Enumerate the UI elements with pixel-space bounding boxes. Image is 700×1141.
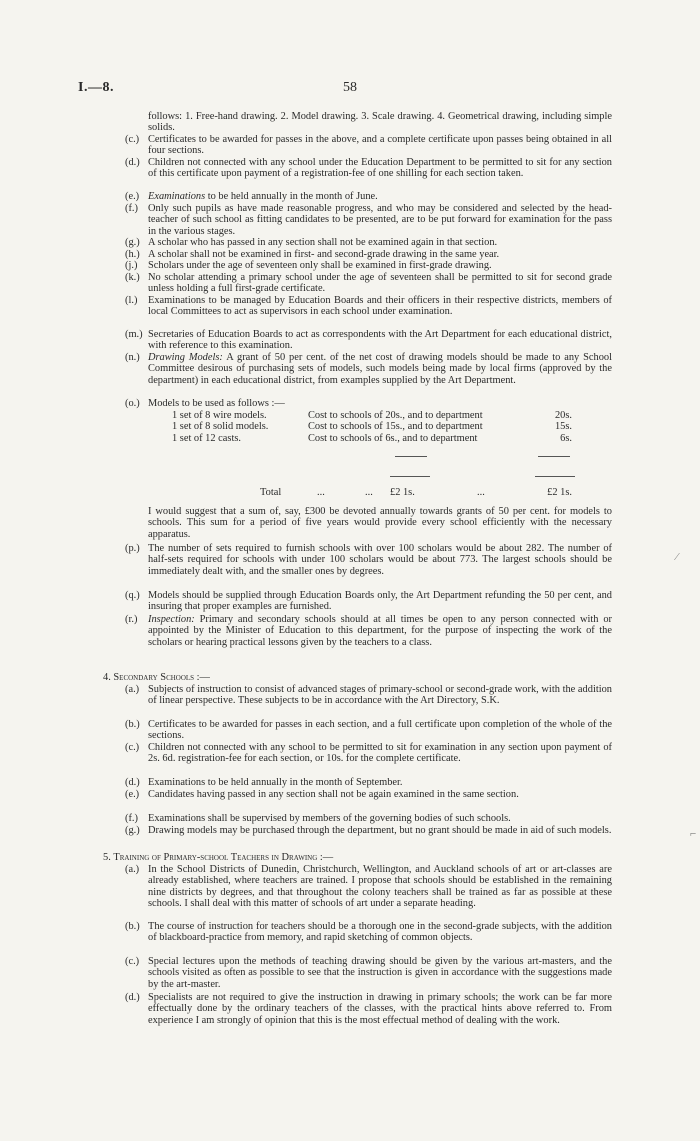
item-p-text: The number of sets required to furnish schools with over 100 scholars would be about 282. The number of half-sets required for schools with under 100 scholars would be about 773. The largest schools should be immediately dealt with, and the smaller ones by degrees. [148,543,612,577]
total-dots: ... [477,487,485,498]
s5-b-label: (b.) [125,921,140,932]
total-schools: £2 1s. [390,487,415,498]
item-q-text: Models should be supplied through Education Boards only, the Art Department refunding the 50 per cent, and insuring that proper examples are furnished. [148,590,612,613]
s4-d-text: Examinations to be held annually in the month of September. [148,777,403,788]
model-item: 1 set of 8 solid models. [172,421,269,433]
section-5-number: 5. [103,852,111,863]
item-f-text: Only such pupils as have made reasonable progress, and who may be considered and selected by the head-teacher of such school as fitting candidates to be presented, are to be put forward for examination for the pass in the various stages. [148,203,612,237]
margin-mark-icon: ⌐ [690,828,697,840]
s4-f-label: (f.) [125,813,138,824]
page-header [0,80,700,100]
item-d-text: Children not connected with any school under the Education Department to be permitted to sit for any section of this certificate upon payment of a registration-fee of one shilling for each section taken. [148,157,612,180]
item-d-label: (d.) [125,157,140,168]
s4-f-text: Examinations shall be supervised by members of the governing bodies of such schools. [148,813,511,824]
total-dots: ... [365,487,373,498]
model-item: 1 set of 12 casts. [172,432,241,444]
section-4-title: Secondary Schools :— [113,672,210,683]
s4-b-label: (b.) [125,719,140,730]
s4-a-label: (a.) [125,684,140,695]
item-g-text: A scholar who has passed in any section shall not be examined again in that section. [148,237,498,248]
item-o-label: (o.) [125,398,140,409]
item-g-label: (g.) [125,237,140,248]
document-reference: I.—8. [78,80,114,95]
item-c-label: (c.) [125,134,140,145]
item-k-label: (k.) [125,272,140,283]
item-e-label: (e.) [125,191,140,202]
item-n-italic: Drawing Models: [148,352,223,363]
s4-b-text: Certificates to be awarded for passes in each section, and a full certificate upon completion of the whole of the sections. [148,719,612,742]
item-h-text: A scholar shall not be examined in first- and second-grade drawing in the same year. [148,249,500,260]
table-row [172,421,572,432]
item-e-text: to be held annually in the month of June. [205,191,378,202]
model-cost-dept: 15s. [554,421,572,433]
item-q-label: (q.) [125,590,140,601]
item-j-text: Scholars under the age of seventeen only shall be examined in first-grade drawing. [148,260,492,271]
item-c-text: Certificates to be awarded for passes in the above, and a complete certificate upon passes being obtained in all four sections. [148,134,612,157]
item-p-label: (p.) [125,543,140,554]
item-n-text: A grant of 50 per cent. of the net cost of drawing models should be made to any School Committee desirous of purchasing sets of models, such models being made by local firms (approved by the department) in each educational district, from examples supplied by the Art Department. [148,352,612,386]
item-r-label: (r.) [125,614,138,625]
item-intro [148,111,612,134]
s5-d-text: Specialists are not required to give the instruction in drawing in primary schools; the work can be far more effectually done by the ordinary teachers of the classes, with the practical hints above referred to. From experience I am strongly of opinion that this is the most effectual method of dealing with the work. [148,992,612,1026]
item-l-text: Examinations to be managed by Education Boards and their officers in their respective districts, members of local Committees to act as supervisors in each school under examination. [148,295,612,318]
model-item: 1 set of 8 wire models. [172,410,267,421]
total-label: Total [260,487,282,498]
s5-b-text: The course of instruction for teachers should be a thorough one in the second-grade subjects, with the addition of blackboard-practice from memory, and rapid sketching of common objects. [148,921,612,944]
item-l-label: (l.) [125,295,138,306]
model-cost-schools: Cost to schools of 20s., and to department [308,410,483,421]
s4-c-text: Children not connected with any school to be permitted to sit for examination in any section upon payment of 2s. 6d. registration-fee for each section, or 10s. for the complete certificate. [148,742,612,765]
s5-c-text: Special lectures upon the methods of teaching drawing should be given by the various art-masters, and the schools visited as often as possible to see that the instruction is given in accordance with the suggestions made by the art-master. [148,956,612,990]
item-r [148,614,612,648]
model-cost-dept: 6s. [560,432,572,444]
table-row [172,433,572,444]
sum-rule-schools [395,456,427,457]
s4-g-text: Drawing models may be purchased through the department, but no grant should be made in aid of such models. [148,825,612,836]
item-m-label: (m.) [125,329,143,340]
item-r-text: Primary and secondary schools should at all times be open to any person connected with or appointed by the Minister of Education to this department, for the purpose of inspecting the work of the scholars or hearing practical lessons given by the teachers to a class. [148,614,612,648]
s4-a-text: Subjects of instruction to consist of advanced stages of primary-school or second-grade work, with the addition of linear perspective. These subjects to be in accordance with the Art Directory, S.K. [148,684,612,707]
item-o-text: Models to be used as follows :— [148,398,285,409]
s4-d-label: (d.) [125,777,140,788]
model-cost-schools: Cost to schools of 6s., and to department [308,432,478,444]
item-e [148,191,612,202]
suggestion-paragraph: I would suggest that a sum of, say, £300 be devoted annually towards grants of 50 per cent. for models to schools. This sum for a period of five years would provide every school efficiently with the necessary apparatus. [148,506,612,540]
sum-rule-dept [538,456,570,457]
total-rule-dept [535,476,575,477]
models-table [172,410,572,444]
margin-mark-icon: ⁄ [676,551,678,563]
s4-e-text: Candidates having passed in any section shall not be again examined in the same section. [148,789,519,800]
item-f-label: (f.) [125,203,138,214]
s4-g-label: (g.) [125,825,140,836]
s4-c-label: (c.) [125,742,140,753]
s5-a-label: (a.) [125,864,140,875]
item-intro-text: follows: 1. Free-hand drawing. 2. Model drawing. 3. Scale drawing. 4. Geometrical drawing, including simple solids. [148,111,612,134]
total-dots: ... [317,487,325,498]
page-number: 58 [343,80,357,95]
section-5-heading [103,852,623,863]
item-n-label: (n.) [125,352,140,363]
item-e-italic: Examinations [148,191,206,202]
model-cost-dept: 20s. [554,410,572,421]
table-row [172,410,572,421]
section-4-number: 4. [103,672,111,683]
s4-e-label: (e.) [125,789,140,800]
item-r-italic: Inspection: [148,614,195,625]
item-j-label: (j.) [125,260,138,271]
s5-d-label: (d.) [125,992,140,1003]
item-n [148,352,612,386]
total-rule-schools [390,476,430,477]
item-k-text: No scholar attending a primary school under the age of seventeen shall be permitted to sit for second grade unless holding a full first-grade certificate. [148,272,612,295]
item-m-text: Secretaries of Education Boards to act as correspondents with the Art Department for each educational district, with reference to this examination. [148,329,612,352]
table-row [172,487,572,498]
section-5-title: Training of Primary-school Teachers in Drawing :— [113,852,334,863]
s5-a-text: In the School Districts of Dunedin, Christchurch, Wellington, and Auckland schools of art or art-classes are already established, where teachers are trained. I propose that schools should be established in the remaining nine districts by degrees, and that throughout the colony teachers shall be trained as far as possible at these schools. I shall deal with this matter of schools of art under a separate heading. [148,864,612,910]
s5-c-label: (c.) [125,956,140,967]
model-cost-schools: Cost to schools of 15s., and to department [308,421,483,433]
models-total [172,487,572,498]
item-h-label: (h.) [125,249,140,260]
section-4-heading [103,672,623,683]
total-dept: £2 1s. [547,487,572,498]
